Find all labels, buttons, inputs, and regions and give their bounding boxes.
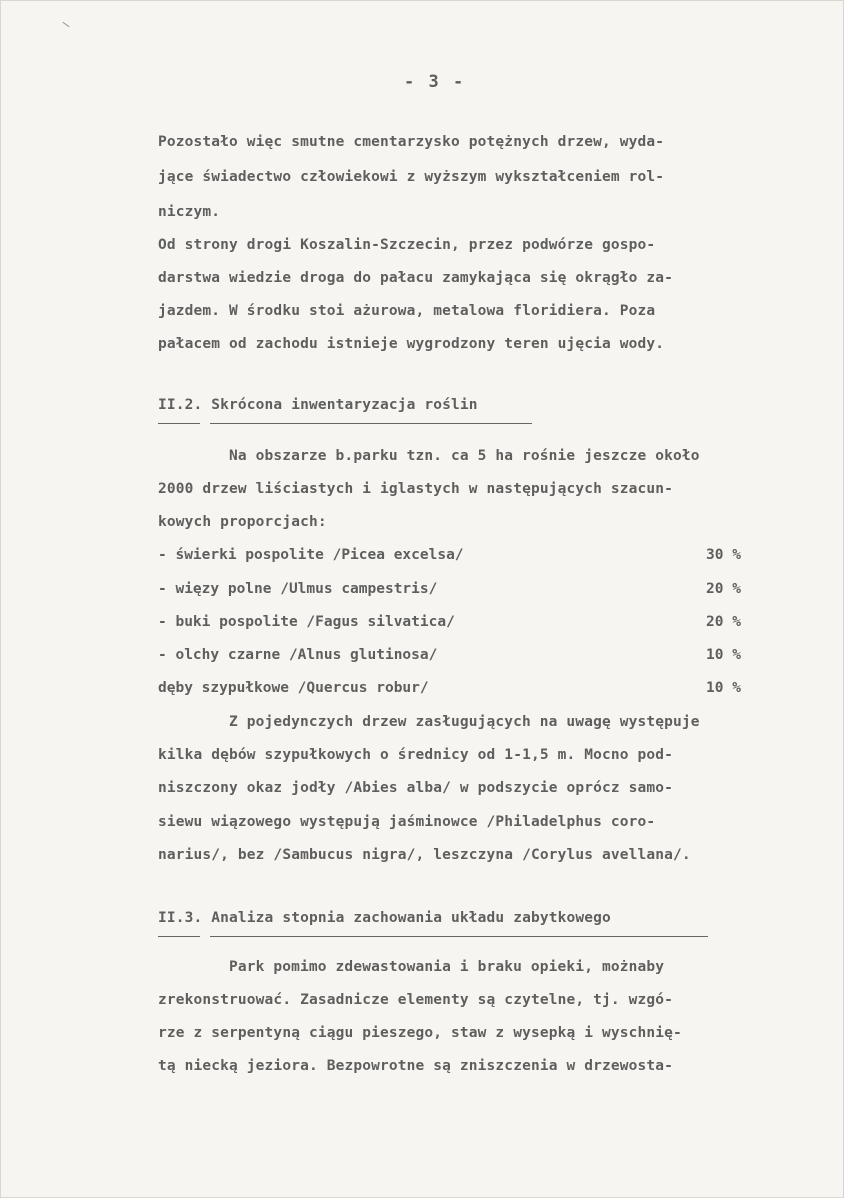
paragraph-line: siewu wiązowego występują jaśminowce /Philadelphus coro-	[158, 814, 656, 830]
species-row	[0, 614, 844, 638]
species-name: dęby szypułkowe /Quercus robur/	[158, 680, 429, 696]
species-percent: 10 %	[706, 680, 741, 696]
species-name: - olchy czarne /Alnus glutinosa/	[158, 647, 438, 663]
species-percent: 30 %	[706, 547, 741, 563]
species-percent: 20 %	[706, 614, 741, 630]
paragraph-line: Od strony drogi Koszalin-Szczecin, przez podwórze gospo-	[158, 237, 656, 253]
paragraph-line: Park pomimo zdewastowania i braku opieki, możnaby	[229, 959, 665, 975]
species-name: - więzy polne /Ulmus campestris/	[158, 581, 438, 597]
page-number: - 3 -	[404, 72, 466, 92]
paragraph-line: Z pojedynczych drzew zasługujących na uwagę występuje	[229, 714, 700, 730]
scan-mark	[62, 22, 69, 27]
heading-underline	[158, 423, 200, 424]
paragraph-line: darstwa wiedzie droga do pałacu zamykająca się okrągło za-	[158, 270, 674, 286]
species-percent: 20 %	[706, 581, 741, 597]
paragraph-line: 2000 drzew liściastych i iglastych w następujących szacun-	[158, 481, 674, 497]
paragraph-line: narius/, bez /Sambucus nigra/, leszczyna /Corylus avellana/.	[158, 847, 691, 863]
species-row	[0, 581, 844, 605]
heading-underline	[210, 423, 532, 424]
heading-underline	[158, 936, 200, 937]
paragraph-line: rze z serpentyną ciągu pieszego, staw z wysepką i wyschnię-	[158, 1025, 682, 1041]
paragraph-line: Na obszarze b.parku tzn. ca 5 ha rośnie jeszcze około	[229, 448, 700, 464]
paragraph-line: niczym.	[158, 204, 221, 220]
paragraph-line: kowych proporcjach:	[158, 514, 327, 530]
paragraph-line: zrekonstruować. Zasadnicze elementy są czytelne, tj. wzgó-	[158, 992, 674, 1008]
paragraph-line: tą niecką jeziora. Bezpowrotne są zniszczenia w drzewosta-	[158, 1058, 674, 1074]
paragraph-line: niszczony okaz jodły /Abies alba/ w podszycie oprócz samo-	[158, 780, 674, 796]
paragraph-line: jące świadectwo człowiekowi z wyższym wykształceniem rol-	[158, 169, 665, 185]
species-row	[0, 547, 844, 571]
species-row	[0, 680, 844, 704]
heading-underline	[210, 936, 708, 937]
paragraph-line: Pozostało więc smutne cmentarzysko potężnych drzew, wyda-	[158, 134, 665, 150]
section-heading: II.3. Analiza stopnia zachowania układu zabytkowego	[158, 910, 611, 926]
species-name: - świerki pospolite /Picea excelsa/	[158, 547, 464, 563]
paragraph-line: jazdem. W środku stoi ażurowa, metalowa floridiera. Poza	[158, 303, 656, 319]
section-heading: II.2. Skrócona inwentaryzacja roślin	[158, 397, 478, 413]
species-row	[0, 647, 844, 671]
paragraph-line: kilka dębów szypułkowych o średnicy od 1-1,5 m. Mocno pod-	[158, 747, 674, 763]
species-name: - buki pospolite /Fagus silvatica/	[158, 614, 455, 630]
paragraph-line: pałacem od zachodu istnieje wygrodzony teren ujęcia wody.	[158, 336, 665, 352]
species-percent: 10 %	[706, 647, 741, 663]
